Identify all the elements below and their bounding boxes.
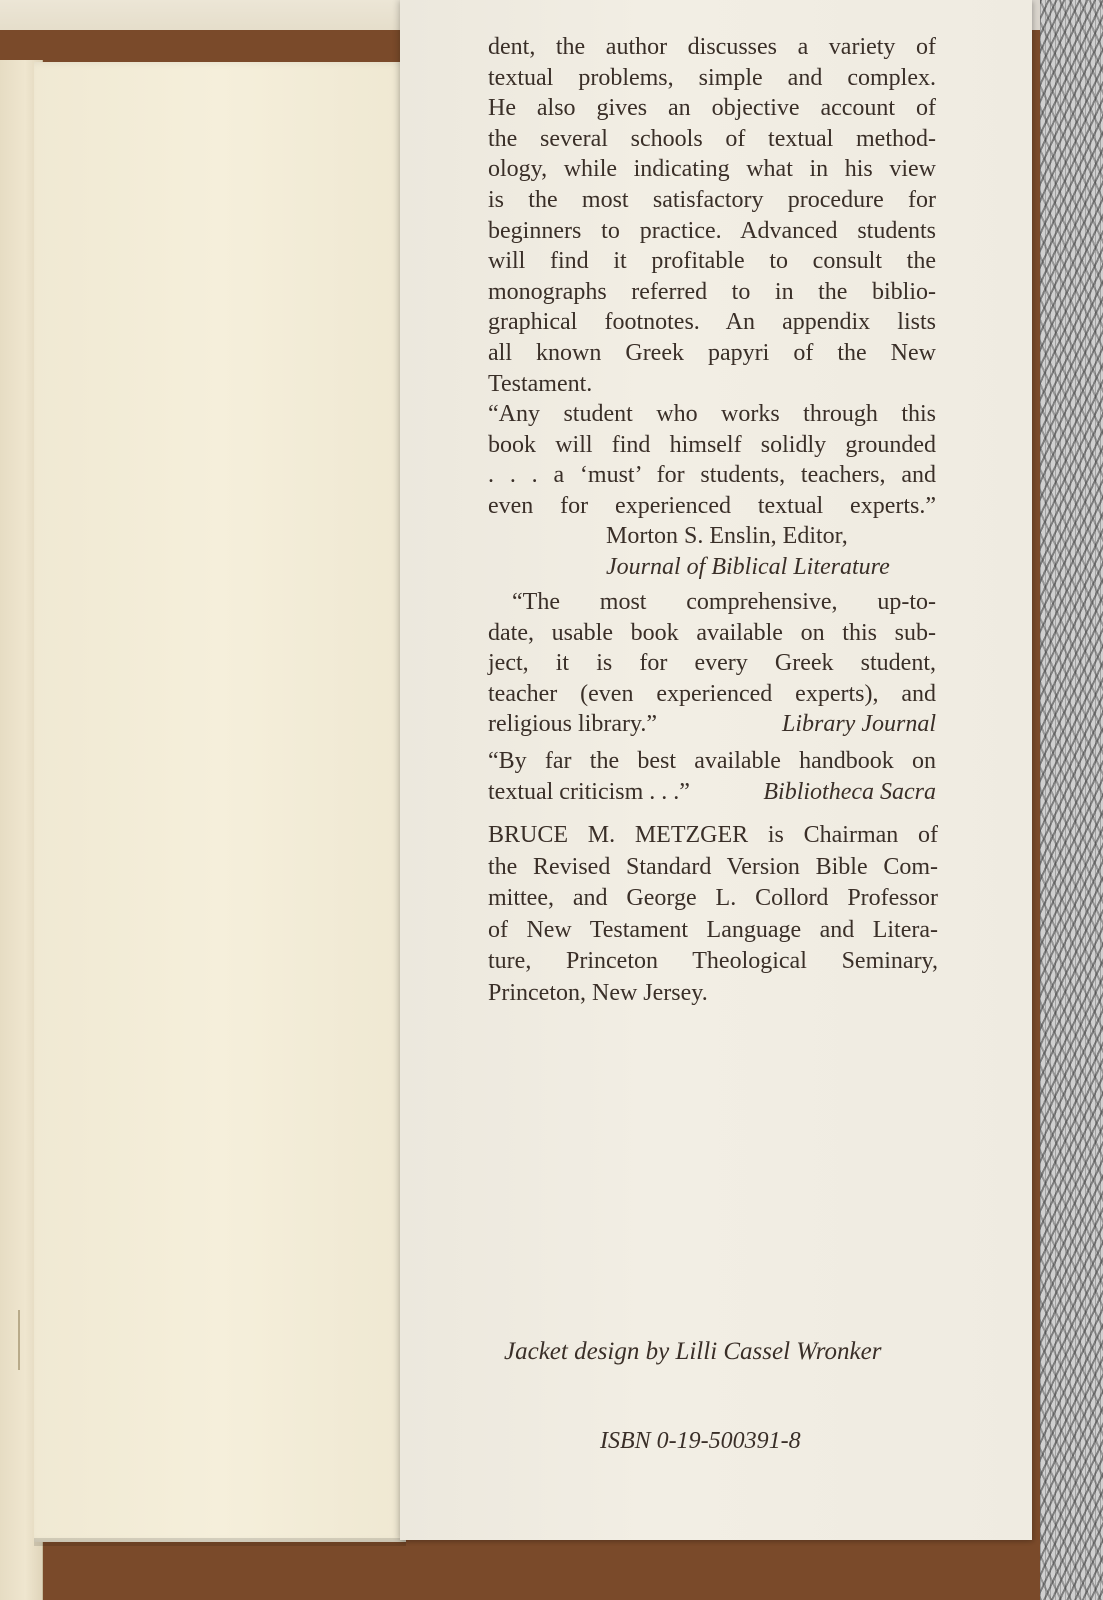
text-line: dent, the author discusses a variety of [488, 34, 936, 60]
quote-line: textual criticism . . .” [488, 778, 690, 805]
bio-line: the Revised Standard Version Bible Com- [488, 853, 938, 880]
text-line: textual problems, simple and complex. [488, 64, 936, 91]
endpaper-shadow [34, 1538, 406, 1546]
text-line: Testament. [488, 370, 593, 397]
text-line: all known Greek papyri of the New [488, 339, 936, 366]
quote-line: “By far the best available handbook on [488, 748, 936, 774]
description-paragraph [488, 32, 936, 399]
carpet-background [1040, 0, 1103, 1600]
text-line: He also gives an objective account of [488, 95, 936, 122]
text-line: monographs referred to in the biblio- [488, 278, 936, 305]
bio-line: mittee, and George L. Collord Professor [488, 885, 938, 912]
review-quote-enslin [488, 399, 936, 583]
quote-last-line [488, 777, 936, 808]
quote-source: Library Journal [781, 711, 936, 738]
quote-line: . . . a ‘must’ for students, teachers, and [488, 462, 936, 489]
bio-line: ture, Princeton Theological Seminary, [488, 948, 938, 975]
quote-line: “The most comprehensive, up-to- [512, 589, 936, 615]
quote-line: teacher (even experienced experts), and [488, 680, 936, 707]
quote-line: “Any student who works through this [488, 401, 936, 427]
spine-mark [18, 1310, 20, 1370]
quote-line: even for experienced textual experts.” [488, 492, 936, 519]
author-bio [488, 820, 938, 1010]
quote-source: Journal of Biblical Literature [606, 553, 890, 580]
bio-line: of New Testament Language and Litera- [488, 916, 938, 943]
bio-line: BRUCE M. METZGER is Chairman of [488, 822, 938, 848]
text-line: the several schools of textual method- [488, 125, 936, 152]
jacket-design-credit: Jacket design by Lilli Cassel Wronker [504, 1338, 882, 1365]
quote-line: ject, it is for every Greek student, [488, 650, 936, 677]
text-line: ology, while indicating what in his view [488, 156, 936, 183]
text-line: is the most satisfactory procedure for [488, 186, 936, 213]
bio-line: Princeton, New Jersey. [488, 979, 708, 1006]
text-line: graphical footnotes. An appendix lists [488, 309, 936, 336]
quote-source: Bibliotheca Sacra [763, 778, 936, 805]
text-line: will find it profitable to consult the [488, 248, 936, 275]
quote-line: book will find himself solidly grounded [488, 431, 936, 458]
review-quote-library-journal [488, 587, 936, 740]
quote-line: religious library.” [488, 711, 658, 738]
quote-attribution: Morton S. Enslin, Editor, [606, 523, 848, 550]
text-line: beginners to practice. Advanced students [488, 217, 936, 244]
quote-line: date, usable book available on this sub- [488, 619, 936, 646]
endpaper [34, 62, 406, 1542]
review-quote-bibliotheca-sacra [488, 746, 936, 807]
isbn-number: ISBN 0-19-500391-8 [600, 1428, 801, 1454]
quote-last-line [488, 709, 936, 740]
